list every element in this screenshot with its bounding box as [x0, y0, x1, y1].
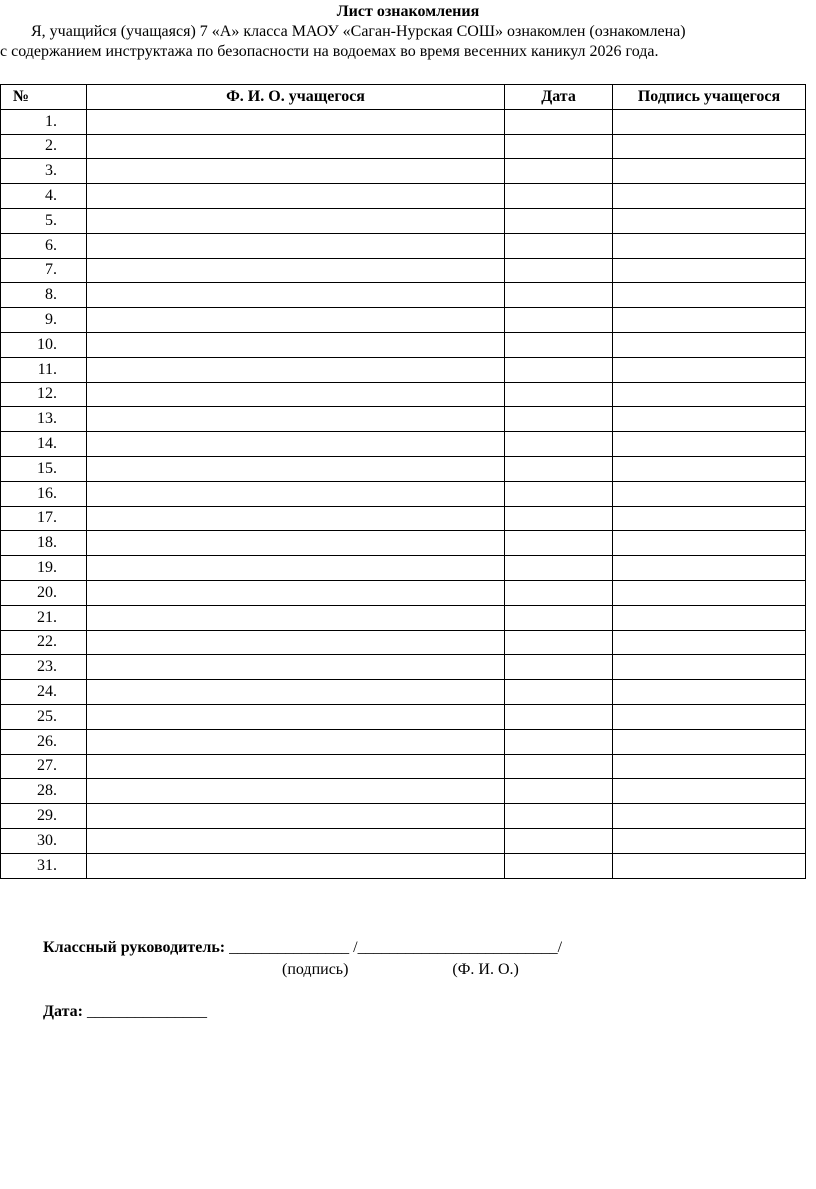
- table-row: [1, 456, 806, 481]
- signature-cell[interactable]: [613, 506, 806, 531]
- table-row: [1, 853, 806, 878]
- date-cell[interactable]: [505, 456, 613, 481]
- date-cell[interactable]: [505, 357, 613, 382]
- date-cell[interactable]: [505, 506, 613, 531]
- row-number: 27.: [1, 754, 87, 779]
- row-number: 18.: [1, 531, 87, 556]
- signature-cell[interactable]: [613, 184, 806, 209]
- date-cell[interactable]: [505, 233, 613, 258]
- name-cell[interactable]: [87, 407, 505, 432]
- table-row: [1, 109, 806, 134]
- signature-captions: [282, 960, 519, 980]
- date-cell[interactable]: [505, 432, 613, 457]
- name-cell[interactable]: [87, 357, 505, 382]
- date-blank: _______________: [82, 1003, 207, 1020]
- table-body: [1, 109, 806, 878]
- row-number: 5.: [1, 208, 87, 233]
- row-number: 16.: [1, 481, 87, 506]
- intro-paragraph: [0, 22, 816, 62]
- row-number: 17.: [1, 506, 87, 531]
- date-cell[interactable]: [505, 630, 613, 655]
- signature-cell[interactable]: [613, 481, 806, 506]
- name-cell[interactable]: [87, 208, 505, 233]
- name-cell[interactable]: [87, 233, 505, 258]
- signature-cell[interactable]: [613, 556, 806, 581]
- date-cell[interactable]: [505, 754, 613, 779]
- name-cell[interactable]: [87, 382, 505, 407]
- name-cell[interactable]: [87, 432, 505, 457]
- signature-cell[interactable]: [613, 308, 806, 333]
- signature-cell[interactable]: [613, 704, 806, 729]
- table-row: [1, 605, 806, 630]
- signature-cell[interactable]: [613, 779, 806, 804]
- date-cell[interactable]: [505, 258, 613, 283]
- date-cell[interactable]: [505, 828, 613, 853]
- date-cell[interactable]: [505, 184, 613, 209]
- date-cell[interactable]: [505, 605, 613, 630]
- row-number: 2.: [1, 134, 87, 159]
- date-label: Дата:: [43, 1003, 83, 1020]
- signature-cell[interactable]: [613, 233, 806, 258]
- row-number: 26.: [1, 729, 87, 754]
- sign-caption: (подпись): [282, 961, 349, 978]
- name-cell[interactable]: [87, 804, 505, 829]
- name-cell[interactable]: [87, 680, 505, 705]
- date-cell[interactable]: [505, 382, 613, 407]
- row-number: 25.: [1, 704, 87, 729]
- row-number: 7.: [1, 258, 87, 283]
- date-cell[interactable]: [505, 531, 613, 556]
- row-number: 3.: [1, 159, 87, 184]
- table-row: [1, 754, 806, 779]
- name-cell[interactable]: [87, 283, 505, 308]
- table-row: [1, 729, 806, 754]
- signature-cell[interactable]: [613, 754, 806, 779]
- date-cell[interactable]: [505, 556, 613, 581]
- table-row: [1, 134, 806, 159]
- header-number: [1, 85, 87, 110]
- name-cell[interactable]: [87, 506, 505, 531]
- date-cell[interactable]: [505, 159, 613, 184]
- name-cell[interactable]: [87, 308, 505, 333]
- table-row: [1, 308, 806, 333]
- table-row: [1, 704, 806, 729]
- name-cell[interactable]: [87, 159, 505, 184]
- table-row: [1, 828, 806, 853]
- signature-cell[interactable]: [613, 531, 806, 556]
- table-row: [1, 804, 806, 829]
- table-row: [1, 258, 806, 283]
- signature-cell[interactable]: [613, 828, 806, 853]
- date-cell[interactable]: [505, 332, 613, 357]
- table-row: [1, 432, 806, 457]
- name-cell[interactable]: [87, 704, 505, 729]
- date-cell[interactable]: [505, 134, 613, 159]
- header-signature: Подпись учащегося: [613, 85, 806, 110]
- signature-cell[interactable]: [613, 432, 806, 457]
- date-cell[interactable]: [505, 680, 613, 705]
- table-row: [1, 531, 806, 556]
- name-cell[interactable]: [87, 109, 505, 134]
- row-number: 8.: [1, 283, 87, 308]
- name-cell[interactable]: [87, 779, 505, 804]
- table-row: [1, 332, 806, 357]
- table-row: [1, 382, 806, 407]
- name-cell[interactable]: [87, 605, 505, 630]
- table-row: [1, 680, 806, 705]
- page-title: Лист ознакомления: [336, 3, 480, 20]
- signature-cell[interactable]: [613, 456, 806, 481]
- header-number-label: №: [13, 87, 30, 105]
- name-cell[interactable]: [87, 184, 505, 209]
- name-cell[interactable]: [87, 655, 505, 680]
- row-number: 13.: [1, 407, 87, 432]
- signature-cell[interactable]: [613, 407, 806, 432]
- table-row: [1, 630, 806, 655]
- row-number: 9.: [1, 308, 87, 333]
- table-row: [1, 159, 806, 184]
- row-number: 30.: [1, 828, 87, 853]
- date-cell[interactable]: [505, 283, 613, 308]
- date-cell[interactable]: [505, 580, 613, 605]
- signature-cell[interactable]: [613, 258, 806, 283]
- signature-cell[interactable]: [613, 382, 806, 407]
- signature-cell[interactable]: [613, 655, 806, 680]
- row-number: 28.: [1, 779, 87, 804]
- row-number: 23.: [1, 655, 87, 680]
- row-number: 19.: [1, 556, 87, 581]
- signature-cell[interactable]: [613, 605, 806, 630]
- table-row: [1, 655, 806, 680]
- teacher-blank-lines: _______________ /_________________________/: [225, 939, 563, 956]
- date-cell[interactable]: [505, 308, 613, 333]
- intro-line-1: Я, учащийся (учащаяся) 7 «А» класса МАОУ «Саган-Нурская СОШ» ознакомлен (ознакомлена): [31, 23, 686, 40]
- date-cell[interactable]: [505, 481, 613, 506]
- date-cell[interactable]: [505, 704, 613, 729]
- header-name: Ф. И. О. учащегося: [87, 85, 505, 110]
- row-number: 21.: [1, 605, 87, 630]
- signature-cell[interactable]: [613, 134, 806, 159]
- name-cell[interactable]: [87, 258, 505, 283]
- row-number: 31.: [1, 853, 87, 878]
- date-cell[interactable]: [505, 655, 613, 680]
- signature-cell[interactable]: [613, 208, 806, 233]
- table-row: [1, 556, 806, 581]
- table-row: [1, 580, 806, 605]
- table-row: [1, 184, 806, 209]
- name-cell[interactable]: [87, 630, 505, 655]
- signature-cell[interactable]: [613, 680, 806, 705]
- table-row: [1, 481, 806, 506]
- table-row: [1, 357, 806, 382]
- row-number: 14.: [1, 432, 87, 457]
- table-header-row: [1, 85, 806, 110]
- date-cell[interactable]: [505, 853, 613, 878]
- header-date: Дата: [505, 85, 613, 110]
- date-cell[interactable]: [505, 779, 613, 804]
- date-cell[interactable]: [505, 109, 613, 134]
- row-number: 1.: [1, 109, 87, 134]
- name-cell[interactable]: [87, 481, 505, 506]
- table-row: [1, 506, 806, 531]
- table-row: [1, 407, 806, 432]
- date-cell[interactable]: [505, 804, 613, 829]
- row-number: 15.: [1, 456, 87, 481]
- signature-cell[interactable]: [613, 357, 806, 382]
- signature-cell[interactable]: [613, 580, 806, 605]
- row-number: 6.: [1, 233, 87, 258]
- date-cell[interactable]: [505, 208, 613, 233]
- signature-cell[interactable]: [613, 283, 806, 308]
- signature-cell[interactable]: [613, 109, 806, 134]
- teacher-label: Классный руководитель:: [43, 939, 226, 956]
- name-cell[interactable]: [87, 754, 505, 779]
- name-cell[interactable]: [87, 729, 505, 754]
- name-cell[interactable]: [87, 853, 505, 878]
- row-number: 22.: [1, 630, 87, 655]
- table-row: [1, 779, 806, 804]
- row-number: 4.: [1, 184, 87, 209]
- row-number: 24.: [1, 680, 87, 705]
- signature-cell[interactable]: [613, 630, 806, 655]
- table-row: [1, 233, 806, 258]
- name-cell[interactable]: [87, 456, 505, 481]
- intro-line-2: с содержанием инструктажа по безопасности на водоемах во время весенних каникул 2026 года.: [0, 43, 659, 60]
- row-number: 10.: [1, 332, 87, 357]
- signature-cell[interactable]: [613, 729, 806, 754]
- table-row: [1, 283, 806, 308]
- signature-cell[interactable]: [613, 159, 806, 184]
- date-cell[interactable]: [505, 729, 613, 754]
- name-cell[interactable]: [87, 531, 505, 556]
- name-cell[interactable]: [87, 332, 505, 357]
- signature-cell[interactable]: [613, 853, 806, 878]
- name-cell[interactable]: [87, 580, 505, 605]
- name-cell[interactable]: [87, 556, 505, 581]
- acknowledgement-table: [0, 84, 806, 879]
- row-number: 11.: [1, 357, 87, 382]
- date-cell[interactable]: [505, 407, 613, 432]
- signature-cell[interactable]: [613, 332, 806, 357]
- row-number: 20.: [1, 580, 87, 605]
- row-number: 12.: [1, 382, 87, 407]
- name-cell[interactable]: [87, 134, 505, 159]
- fio-caption: (Ф. И. О.): [452, 961, 519, 978]
- signature-cell[interactable]: [613, 804, 806, 829]
- table-row: [1, 208, 806, 233]
- row-number: 29.: [1, 804, 87, 829]
- teacher-signature-line: [43, 938, 562, 958]
- name-cell[interactable]: [87, 828, 505, 853]
- date-line: [43, 1002, 207, 1022]
